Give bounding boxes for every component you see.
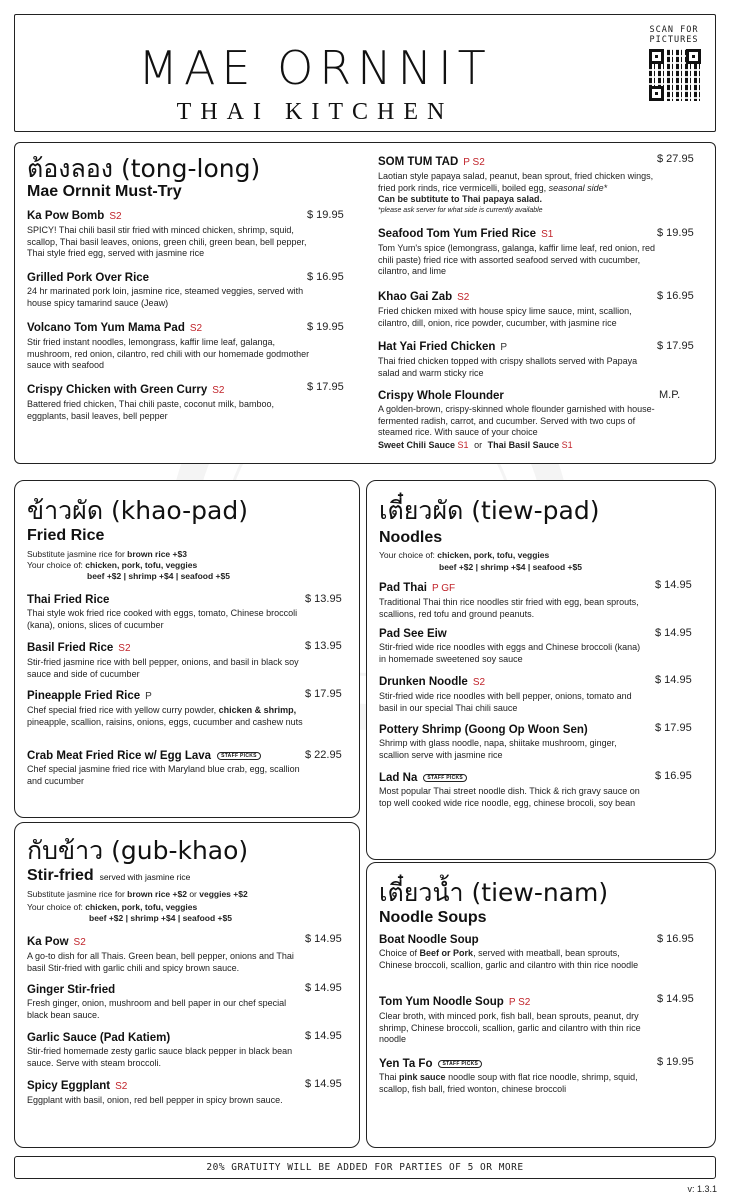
item-name: Ginger Stir-fried (27, 984, 116, 996)
menu-item (27, 271, 317, 309)
substitute-note: Substitute jasmine rice for brown rice +$2 or veggies +$2 (27, 889, 248, 899)
protein-choice: Your choice of: chicken, pork, tofu, veggies (27, 902, 198, 912)
item-description: Stir-fried wide rice noodles with eggs and Chinese broccoli (kana) in homemade sweetened soy sauce (379, 642, 641, 664)
sauce-option: Thai Basil Sauce (487, 439, 560, 450)
item-name: Seafood Tom Yum Fried Rice (378, 228, 537, 240)
menu-item (27, 749, 317, 787)
item-name: Hat Yai Fried Chicken (378, 341, 496, 353)
item-description: noodle soup with flat rice noodle, shrimp, squid, scallop, fish ball, fried wonton, chinese broccoli (379, 1072, 638, 1094)
item-name: SOM TUM TAD (378, 156, 459, 168)
item-price: $ 14.95 (305, 1030, 342, 1042)
item-price: $ 19.95 (307, 209, 344, 221)
item-name: Crispy Chicken with Green Curry (27, 384, 208, 396)
item-price: $ 27.95 (657, 153, 694, 165)
item-description-italic: seasonal side* (548, 182, 608, 193)
spice-tag: S2 (118, 643, 131, 654)
section-title: Noodles (379, 529, 443, 546)
sauce-or: or (474, 439, 483, 450)
item-price: M.P. (659, 389, 681, 401)
menu-item (27, 1031, 307, 1069)
item-description: Most popular Thai street noodle dish. Thick & rich gravy sauce on top well cooked wide rice noodle, egg, chinese brocoli, soy bean (379, 786, 640, 808)
item-description-bold: Beef or Pork (419, 948, 474, 958)
item-price: $ 14.95 (305, 1078, 342, 1090)
item-price: $ 17.95 (657, 340, 694, 352)
item-name: Pad See Eiw (379, 628, 447, 640)
spice-tag: S1 (457, 439, 469, 450)
item-description: Laotian style papaya salad, peanut, bean sprout, fried chicken wings, fried pork rinds, rice vermicelli, boiled egg, (378, 171, 654, 193)
item-price: $ 17.95 (305, 688, 342, 700)
menu-item (379, 995, 649, 1046)
item-name: Spicy Eggplant (27, 1080, 111, 1092)
gratuity-text: 20% GRATUITY WILL BE ADDED FOR PARTIES OF 5 OR MORE (206, 1162, 524, 1173)
menu-item (27, 935, 307, 974)
item-footnote: *please ask server for what side is currently available (378, 206, 543, 214)
spice-tag: P (500, 342, 508, 353)
substitute-note: Substitute jasmine rice for brown rice +$3 (27, 549, 187, 559)
item-name: Lad Na (379, 772, 418, 784)
section-thai-title: ต้องลอง (tong-long) (27, 154, 261, 183)
item-description-bold: chicken & shrimp, (218, 705, 297, 715)
menu-item (27, 209, 317, 260)
protein-upcharge: beef +$2 | shrimp +$4 | seafood +$5 (87, 571, 230, 581)
header (14, 14, 716, 132)
item-description: Thai (379, 1072, 397, 1082)
item-price: $ 16.95 (657, 290, 694, 302)
spice-tag: S2 (457, 292, 470, 303)
item-description: Stir-fried homemade zesty garlic sauce black pepper in black bean sauce. Serve with steam broccoli. (27, 1046, 293, 1068)
noodles-section (366, 480, 716, 860)
item-price: $ 13.95 (305, 593, 342, 605)
menu-item (27, 593, 307, 631)
spice-tag: S2 (189, 323, 203, 334)
menu-item (378, 290, 658, 329)
item-name: Garlic Sauce (Pad Katiem) (27, 1032, 171, 1044)
protein-choice: Your choice of: chicken, pork, tofu, veggies (27, 560, 198, 570)
item-name: Pad Thai (379, 582, 427, 594)
spice-tag: S2 (109, 211, 122, 222)
stir-fried-section (14, 822, 360, 1148)
item-description: Fried chicken mixed with house spicy lime sauce, mint, scallion, cilantro, dill, onion, rice powder, cucumber, with jasmine rice (378, 306, 632, 328)
menu-item (378, 340, 658, 379)
section-thai-title: เตี๋ยวน้ำ (tiew-nam) (379, 878, 609, 907)
item-price: $ 16.95 (657, 933, 694, 945)
item-price: $ 19.95 (307, 321, 344, 333)
section-thai-title: ข้าวผัด (khao-pad) (27, 496, 248, 525)
item-description: Chef special jasmine fried rice with Maryland blue crab, egg, scallion and cucumber (27, 764, 300, 786)
item-price: $ 16.95 (655, 770, 692, 782)
menu-item (379, 933, 649, 971)
item-price: $ 17.95 (307, 381, 344, 393)
menu-item (27, 383, 317, 422)
item-description: A go-to dish for all Thais. Green bean, bell pepper, onions and Thai basil Stir-fried with garlic chili and spicy brown sauce. (27, 951, 294, 973)
section-title: Stir-fried served with jasmine rice (27, 867, 191, 884)
menu-item (379, 581, 649, 620)
item-description: , served with meatball, bean sprouts, Chinese broccoli, scallion, garlic and cilantro with thin rice noodle (379, 948, 639, 970)
section-title: Fried Rice (27, 527, 105, 544)
item-name: Tom Yum Noodle Soup (379, 996, 504, 1008)
item-price: $ 13.95 (305, 640, 342, 652)
version-label: v: 1.3.1 (687, 1184, 717, 1194)
item-description: Chef special fried rice with yellow curry powder, (27, 705, 217, 715)
item-price: $ 14.95 (655, 627, 692, 639)
spice-tag: S2 (73, 937, 86, 948)
item-name: Crispy Whole Flounder (378, 390, 504, 402)
item-substitute-note: Can be subtitute to Thai papaya salad. (378, 194, 543, 204)
qr-code-icon[interactable] (649, 49, 701, 101)
sauce-option: Sweet Chili Sauce (378, 439, 456, 450)
menu-item (379, 627, 649, 665)
item-description: Stir-fried wide rice noodles with bell pepper, onions, tomato and basil in our special Thai chili sauce (379, 691, 632, 713)
item-name: Yen Ta Fo (379, 1058, 433, 1070)
menu-item (27, 983, 307, 1021)
item-description-bold: pink sauce (399, 1072, 446, 1082)
spice-tag: S2 (115, 1081, 128, 1092)
spice-tag: S2 (472, 677, 486, 688)
item-price: $ 17.95 (655, 722, 692, 734)
menu-item (379, 675, 649, 714)
item-description: Stir-fried jasmine rice with bell pepper, onions, and basil in black soy sauce and side of cucumber (27, 657, 299, 679)
item-price: $ 19.95 (657, 1056, 694, 1068)
menu-item (378, 389, 658, 451)
item-description: Stir fried instant noodles, lemongrass, kaffir lime leaf, galanga, mushroom, red onion, cilantro, red chili with our homemade godmother sauce with seafood (27, 337, 310, 370)
item-description: A golden-brown, crispy-skinned whole flounder garnished with house-fermented radish, carrot, and cucumber. Served with two cups of steamed rice. With sauce of your choice (378, 404, 655, 437)
staff-picks-badge: STAFF PICKS (217, 752, 261, 760)
item-name: Pottery Shrimp (Goong Op Woon Sen) (379, 724, 588, 736)
item-description: Thai style wok fried rice cooked with eggs, tomato, Chinese broccoli (kana), onions, slices of cucumber (27, 608, 298, 630)
item-price: $ 14.95 (305, 982, 342, 994)
item-description: Thai fried chicken topped with crispy shallots served with Papaya salad and warm sticky rice (378, 356, 638, 378)
item-name: Volcano Tom Yum Mama Pad (27, 322, 185, 334)
qr-label: SCAN FOR PICTURES (649, 25, 699, 45)
item-name: Basil Fried Rice (27, 642, 114, 654)
menu-item (379, 771, 651, 809)
menu-item (379, 723, 649, 761)
item-price: $ 22.95 (305, 749, 342, 761)
item-name: Drunken Noodle (379, 676, 468, 688)
spice-tag: S1 (561, 439, 573, 450)
item-price: $ 19.95 (657, 227, 694, 239)
item-description: pineapple, scallion, raisins, onions, eggs, cucumber and cashew nuts (27, 716, 303, 727)
section-title: Mae Ornnit Must-Try (27, 183, 182, 200)
noodle-soups-section (366, 862, 716, 1148)
gratuity-notice (14, 1156, 716, 1179)
item-name: Khao Gai Zab (378, 291, 453, 303)
section-thai-title: เตี๋ยวผัด (tiew-pad) (379, 496, 600, 525)
item-description: Tom Yum's spice (lemongrass, galanga, kaffir lime leaf, red onion, red chili paste) fried rice with assorted seafood served with cucumber, cilantro, and lime (378, 243, 656, 276)
protein-upcharge: beef +$2 | shrimp +$4 | seafood +$5 (439, 562, 582, 572)
restaurant-name: MAE ORNNIT (138, 41, 492, 95)
item-name: Crab Meat Fried Rice w/ Egg Lava (27, 750, 212, 762)
menu-item (378, 227, 658, 278)
menu-item (27, 321, 317, 372)
spice-tag: P S2 (508, 997, 531, 1008)
item-description: Battered fried chicken, Thai chili paste, coconut milk, bamboo, eggplants, basil leaves, bell pepper (27, 399, 274, 421)
menu-item (27, 689, 307, 728)
fried-rice-section (14, 480, 360, 818)
item-price: $ 14.95 (655, 579, 692, 591)
menu-item (379, 1057, 651, 1095)
item-description: Clear broth, with minced pork, fish ball, bean sprouts, peanut, dry shrimp, Chinese broccoli, scallion, garlic and cilantro with thin rice noodle (379, 1011, 641, 1044)
item-description: Traditional Thai thin rice noodles stir fried with egg, bean sprouts, scallions, red tofu and ground peanuts. (379, 597, 639, 619)
item-name: Boat Noodle Soup (379, 934, 479, 946)
section-title: Noodle Soups (379, 909, 487, 926)
item-price: $ 14.95 (655, 674, 692, 686)
item-price: $ 14.95 (657, 993, 694, 1005)
item-name: Thai Fried Rice (27, 594, 110, 606)
item-description: Shrimp with glass noodle, napa, shiitake mushroom, ginger, scallion serve with jasmine rice (379, 738, 617, 760)
restaurant-subtitle: THAI KITCHEN (176, 99, 454, 125)
item-description: Fresh ginger, onion, mushroom and bell paper in our chef special black bean sauce. (27, 998, 287, 1020)
menu-item (378, 155, 658, 215)
item-description: Choice of (379, 948, 418, 958)
diet-tag: P GF (431, 583, 456, 594)
protein-choice: Your choice of: chicken, pork, tofu, veggies (379, 550, 550, 560)
section-thai-title: กับข้าว (gub-khao) (27, 836, 249, 865)
item-description: Eggplant with basil, onion, red bell pepper in spicy brown sauce. (27, 1095, 283, 1105)
item-name: Pineapple Fried Rice (27, 690, 141, 702)
item-price: $ 14.95 (305, 933, 342, 945)
item-name: Ka Pow (27, 936, 69, 948)
spice-tag: S2 (212, 385, 225, 396)
spice-tag: P S2 (463, 157, 485, 168)
item-price: $ 16.95 (307, 271, 344, 283)
item-name: Grilled Pork Over Rice (27, 272, 150, 284)
spice-tag: S1 (541, 229, 554, 240)
staff-picks-badge: STAFF PICKS (423, 774, 467, 782)
protein-upcharge: beef +$2 | shrimp +$4 | seafood +$5 (89, 913, 232, 923)
item-description: 24 hr marinated pork loin, jasmine rice, steamed veggies, served with house spicy tamarind sauce (Jeaw) (27, 286, 304, 308)
spice-tag: P (145, 691, 152, 702)
menu-item (27, 641, 307, 680)
staff-picks-badge: STAFF PICKS (438, 1060, 482, 1068)
menu-item (27, 1079, 307, 1107)
must-try-section (14, 142, 716, 464)
item-description: SPICY! Thai chili basil stir fried with minced chicken, shrimp, squid, scallop, Thai basil leaves, onions, green chili, green bean, bell pepper, Thai style fried egg, served with jasmine rice (27, 225, 307, 258)
item-name: Ka Pow Bomb (27, 210, 105, 222)
